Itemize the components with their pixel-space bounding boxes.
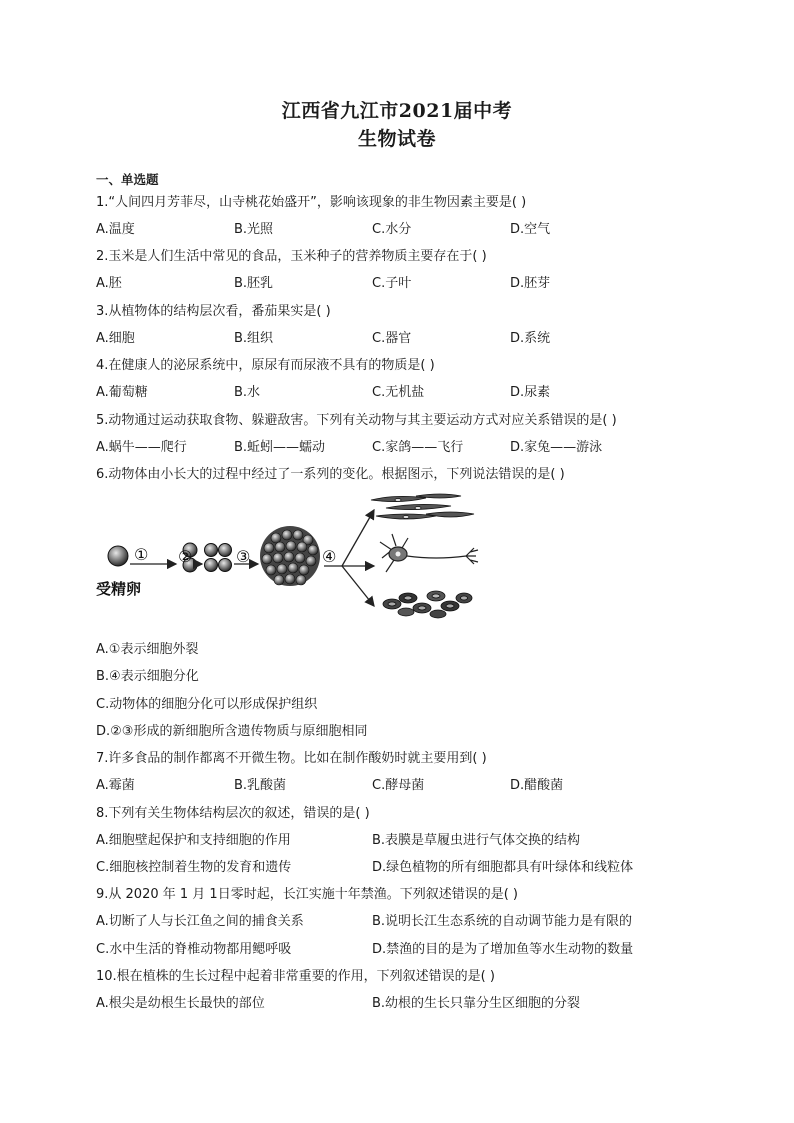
option: C.水中生活的脊椎动物都用鳃呼吸 <box>96 942 292 957</box>
option: C.无机盐 <box>372 385 425 400</box>
option: C.子叶 <box>372 276 412 291</box>
question-stem: 1.“人间四月芳菲尽，山寺桃花始盛开”，影响该现象的非生物因素主要是( ) <box>96 195 527 210</box>
option: D.胚芽 <box>510 276 551 291</box>
option: A.胚 <box>96 276 122 291</box>
option: D.醋酸菌 <box>510 778 564 793</box>
step-label: ④ <box>322 547 337 566</box>
question-stem: 9.从 2020 年 1 月 1日零时起，长江实施十年禁渔。下列叙述错误的是( ) <box>96 887 518 902</box>
option: B.组织 <box>234 331 274 346</box>
muscle-cell-icon <box>371 494 474 519</box>
option: C.细胞核控制着生物的发育和遗传 <box>96 860 292 875</box>
option: A.细胞 <box>96 331 135 346</box>
option: A.细胞壁起保护和支持细胞的作用 <box>96 833 291 848</box>
option: A.霉菌 <box>96 778 135 793</box>
cell-development-figure <box>96 490 486 630</box>
option: B.蚯蚓——蠕动 <box>234 440 326 455</box>
option: B.胚乳 <box>234 276 274 291</box>
option: B.乳酸菌 <box>234 778 287 793</box>
option: D.家兔——游泳 <box>510 440 603 455</box>
option: D.系统 <box>510 331 551 346</box>
option: C.水分 <box>372 222 412 237</box>
question-stem: 4.在健康人的泌尿系统中，原尿有而尿液不具有的物质是( ) <box>96 358 435 373</box>
page-title: 江西省九江市2021届中考 <box>281 100 513 122</box>
page-subtitle: 生物试卷 <box>357 128 436 150</box>
option: A.蜗牛——爬行 <box>96 440 187 455</box>
option: C.动物体的细胞分化可以形成保护组织 <box>96 697 318 712</box>
option: B.表膜是草履虫进行气体交换的结构 <box>372 833 581 848</box>
cell-icon <box>205 544 218 557</box>
option: D.空气 <box>510 222 551 237</box>
option: A.温度 <box>96 222 135 237</box>
cell-cluster-icon <box>260 526 320 586</box>
option: C.器官 <box>372 331 412 346</box>
option: C.家鸽——飞行 <box>372 440 464 455</box>
option: D.绿色植物的所有细胞都具有叶绿体和线粒体 <box>372 860 634 875</box>
section-heading: 一、单选题 <box>96 172 159 187</box>
question-stem: 3.从植物体的结构层次看，番茄果实是( ) <box>96 304 331 319</box>
zygote-cell-icon <box>108 546 128 566</box>
neuron-icon <box>380 534 478 572</box>
zygote-label: 受精卵 <box>96 580 142 598</box>
arrow-icon <box>342 510 374 566</box>
option: A.根尖是幼根生长最快的部位 <box>96 996 265 1011</box>
cell-icon <box>219 559 232 572</box>
arrow-icon <box>342 566 374 606</box>
option: A.切断了人与长江鱼之间的捕食关系 <box>96 914 304 929</box>
option: B.④表示细胞分化 <box>96 669 199 684</box>
option: A.①表示细胞外裂 <box>96 642 199 657</box>
question-stem: 2.玉米是人们生活中常见的食品，玉米种子的营养物质主要存在于( ) <box>96 249 487 264</box>
cell-icon <box>219 544 232 557</box>
option: D.尿素 <box>510 385 551 400</box>
step-label: ② <box>178 547 193 566</box>
step-label: ③ <box>236 547 251 566</box>
option: B.说明长江生态系统的自动调节能力是有限的 <box>372 914 633 929</box>
question-stem: 8.下列有关生物体结构层次的叙述，错误的是( ) <box>96 806 370 821</box>
question-stem: 10.根在植株的生长过程中起着非常重要的作用，下列叙述错误的是( ) <box>96 969 495 984</box>
step-label: ① <box>134 545 149 564</box>
option: B.幼根的生长只靠分生区细胞的分裂 <box>372 996 581 1011</box>
option: B.光照 <box>234 222 274 237</box>
option: B.水 <box>234 385 261 400</box>
option: A.葡萄糖 <box>96 385 148 400</box>
question-stem: 7.许多食品的制作都离不开微生物。比如在制作酸奶时就主要用到( ) <box>96 751 487 766</box>
option: D.②③形成的新细胞所含遗传物质与原细胞相同 <box>96 724 368 739</box>
option: D.禁渔的目的是为了增加鱼等水生动物的数量 <box>372 942 634 957</box>
cell-icon <box>205 559 218 572</box>
option: C.酵母菌 <box>372 778 425 793</box>
blood-cell-icon <box>383 591 472 618</box>
question-stem: 6.动物体由小长大的过程中经过了一系列的变化。根据图示，下列说法错误的是( ) <box>96 467 565 482</box>
question-stem: 5.动物通过运动获取食物、躲避敌害。下列有关动物与其主要运动方式对应关系错误的是( ) <box>96 413 617 428</box>
